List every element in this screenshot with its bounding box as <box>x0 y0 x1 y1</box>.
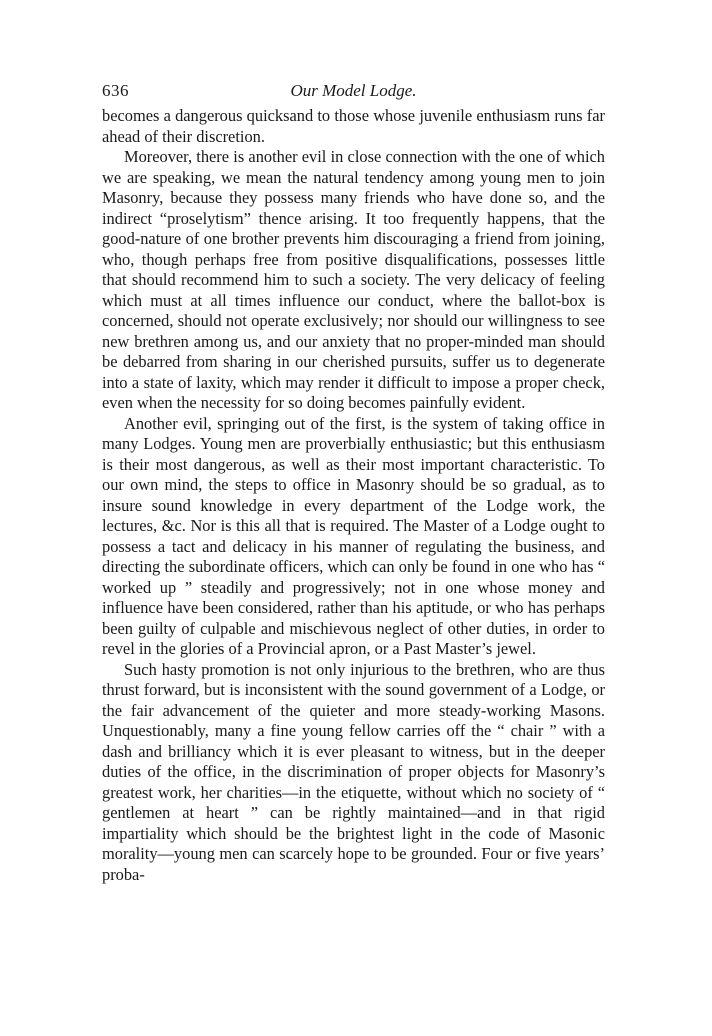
paragraph-another-evil: Another evil, springing out of the first, is the system of taking office in many Lodges. Young men are proverbially enthusiastic; but this enthusiasm is their most dangerous, as well as their most important characteristic. To our own mind, the steps to office in Masonry should be so gradual, as to insure sound knowledge in every department of the Lodge work, the lectures, &c. Nor is this all that is required. The Master of a Lodge ought to possess a tact and delicacy in his manner of regulating the business, and directing the subordinate officers, which can only be found in one who has “ worked up ” steadily and progressively; not in one whose money and influence have been considered, rather than his aptitude, or who has perhaps been guilty of culpable and mischievous neglect of other duties, in order to revel in the glories of a Provincial apron, or a Past Master’s jewel. <box>102 413 605 658</box>
paragraph-continuation: becomes a dangerous quicksand to those whose juvenile enthusiasm runs far ahead of their discretion. <box>102 106 605 146</box>
book-page <box>102 80 605 885</box>
body-text <box>102 106 605 885</box>
paragraph-moreover: Moreover, there is another evil in close connection with the one of which we are speaking, we mean the natural tendency among young men to join Masonry, because they possess many friends who have done so, and the indirect “proselytism” thence arising. It too frequently happens, that the good-nature of one brother prevents him discouraging a friend from joining, who, though perhaps free from positive disqualifications, possesses little that should recommend him to such a society. The very delicacy of feeling which must at all times influence our conduct, where the ballot-box is concerned, should not operate exclusively; nor should our willingness to see new brethren among us, and our anxiety that no proper-minded man should be debarred from sharing in our cherished pursuits, suffer us to degenerate into a state of laxity, which may render it difficult to impose a proper check, even when the necessity for so doing becomes painfully evident. <box>102 147 605 412</box>
paragraph-hasty-promotion: Such hasty promotion is not only injurious to the brethren, who are thus thrust forward, but is inconsistent with the sound government of a Lodge, or the fair advancement of the quieter and more steady-working Masons. Unquestionably, many a fine young fellow carries off the “ chair ” with a dash and brilliancy which it is ever pleasant to witness, but in the deeper duties of the office, in the discrimination of proper objects for Masonry’s greatest work, her charities—in the etiquette, without which no society of “ gentlemen at heart ” can be rightly maintained—and in that rigid impartiality which should be the brightest light in the code of Masonic morality—young men can scarcely hope to be grounded. Four or five years’ proba- <box>102 659 605 884</box>
page-header <box>102 80 605 106</box>
running-title: Our Model Lodge. <box>290 81 417 100</box>
page-number: 636 <box>102 81 129 100</box>
